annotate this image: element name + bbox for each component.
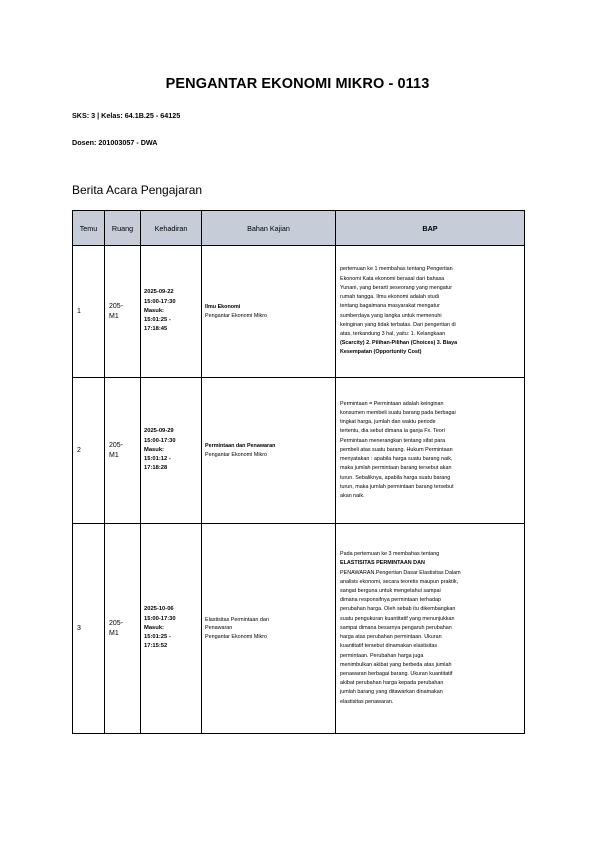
cell-kehadiran: 2025-10-06 15:00-17:30 Masuk: 15:01:25 - 17:15:52 [141,524,202,734]
header-kehadiran: Kehadiran [141,211,202,246]
sks-kelas-info: SKS: 3 | Kelas: 64.1B.25 - 64125 [72,111,181,120]
section-title: Berita Acara Pengajaran [72,183,203,197]
table-row [73,524,525,734]
cell-bahan-kajian: Permintaan dan Penawaran Pengantar Ekonomi Mikro [202,378,336,524]
cell-bap: Permintaan = Permintaan adalah keinginan konsumen membeli suatu barang pada berbagai tingkat harga, jumlah dan waktu periode tertentu, dia sebut dimana ia ganja Fx. Teori Permintaan menerangkan tentang sifat para pembeli atas suatu barang. Hukum Permintaan menyatakan : apabila harga suatu barang naik, maka jumlah permintaan barang tersebut akan turun. Sebaliknya, apabila harga suatu barang turun, maka jumlah permintaan barang tersebut akan naik. [336,378,525,524]
cell-kehadiran: 2025-09-22 15:00-17:30 Masuk: 15:01:25 - 17:18:45 [141,246,202,378]
dosen-info: Dosen: 201003057 - DWA [72,138,158,147]
cell-temu: 1 [73,246,105,378]
cell-bahan-kajian: Elastisitas Permintaan dan Penawaran Pengantar Ekonomi Mikro [202,524,336,734]
header-ruang: Ruang [105,211,141,246]
bap-table [72,210,525,734]
cell-ruang: 205- M1 [105,524,141,734]
table-row [73,246,525,378]
table-row [73,378,525,524]
header-bahan-kajian: Bahan Kajian [202,211,336,246]
table-header-row [73,211,525,246]
cell-kehadiran: 2025-09-29 15:00-17:30 Masuk: 15:01:12 - 17:18:28 [141,378,202,524]
cell-bap: pertemuan ke 1 membahas tentang Pengertian Ekonomi Kata ekonomi berasal dari bahasa Yunani, yang berarti seseorang yang mengatur rumah tangga. Ilmu ekonomi adalah studi tentang bagaimana masyarakat mengatur sumberdaya yang langka untuk memenuhi keinginan yang tidak terbatas. Dari pengertian di atas, terkandung 3 hal, yaitu: 1. Kelangkaan (Scarcity) 2. Pilihan-Pilihan (Choices) 3. Biaya Kesempatan (Opportunity Cost) [336,246,525,378]
cell-bap: Pada pertemuan ke 3 membahas tentang ELASTISITAS PERMINTAAN DAN PENAWARAN.Pengertian Dasar Elastisitas Dalam analisis ekonomi, secara teoretis maupun praktik, sangat berguna untuk mengetahui sampai dimana responsifnya permintaan terhadap perubahan harga. Oleh sebab itu dikembangkan suatu pengukuran kuantitatif yang menunjukkan sampai dimana besarnya pengaruh perubahan harga atas perubahan permintaan. Ukuran kuantitatif tersebut dinamakan elastisitas permintaan. Perubahan harga juga menimbulkan akibat yang berbeda atas jumlah penawaran berbagai barang. Ukuran kuantitatif akibat perubahan harga kepada perubahan jumlah barang yang ditawarkan dinamakan elastisitas penawaran. [336,524,525,734]
page-title: PENGANTAR EKONOMI MIKRO - 0113 [165,76,430,92]
cell-ruang: 205- M1 [105,246,141,378]
cell-temu: 2 [73,378,105,524]
header-temu: Temu [73,211,105,246]
header-bap: BAP [336,211,525,246]
cell-bahan-kajian: Ilmu Ekonomi Pengantar Ekonomi Mikro [202,246,336,378]
cell-temu: 3 [73,524,105,734]
cell-ruang: 205- M1 [105,378,141,524]
